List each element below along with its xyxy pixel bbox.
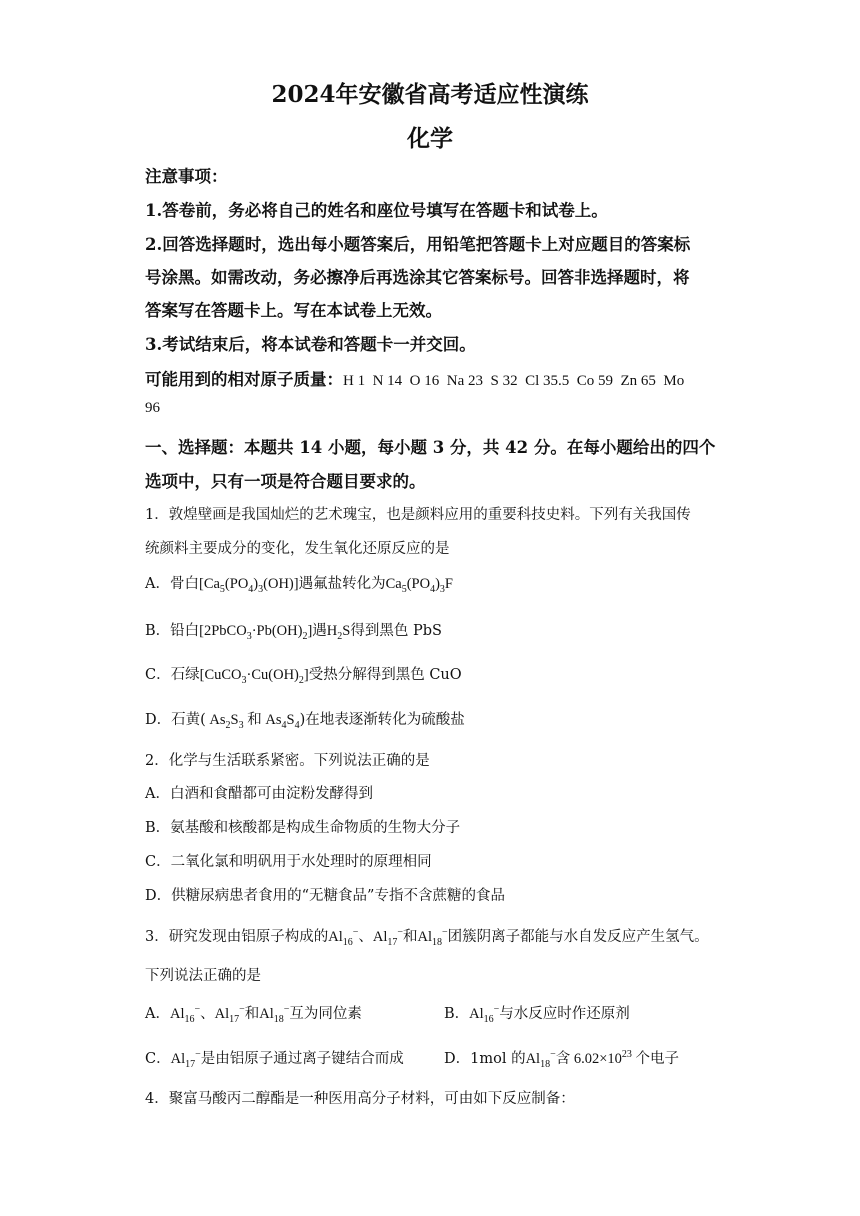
q1-a-text: 遇氟盐转化为 <box>298 576 386 592</box>
q3-stem-line-1: 3．研究发现由铝原子构成的$Al_{16}^-$、$Al_{17}^-$和$Al_{18}^-$团簇阴离子都能与水自发反应产生氢气。 <box>145 927 709 948</box>
q3-a-al16: $Al_{16}^-$ <box>169 1004 201 1025</box>
q3-d-mid: 含 <box>555 1051 571 1067</box>
q1-option-c <box>145 663 462 684</box>
q3-c-label: C． <box>145 1051 171 1067</box>
q3-stem-and: 和 <box>403 929 418 945</box>
q1-a-formula-2: $Ca_5(PO_4)_3F$ <box>385 576 453 595</box>
q3-option-a: A．$Al_{16}^-$、$Al_{17}^-$和$Al_{18}^-$互为同位素 <box>145 1004 362 1025</box>
q3-c-al17: $Al_{17}^-$ <box>170 1049 201 1070</box>
q3-b-al16: $Al_{16}^-$ <box>469 1004 500 1025</box>
q3-b-label: B． <box>444 1006 470 1022</box>
section-1-line-1: 一、选择题：本题共 14 小题，每小题 3 分，共 42 分。在每小题给出的四个 <box>145 438 716 457</box>
notice-heading: 注意事项： <box>145 167 228 186</box>
atomic-mass-values: H 1 N 14 O 16 Na 23 S 32 Cl 35.5 Co 59 Zn 65 Mo <box>343 373 685 389</box>
q3-a-label: A． <box>145 1006 170 1022</box>
q3-a-tail: 互为同位素 <box>289 1006 362 1022</box>
q2-option-c: C．二氧化氯和明矾用于水处理时的原理相同 <box>145 854 432 870</box>
q3-b-tail: 与水反应时作还原剂 <box>499 1006 630 1022</box>
q3-d-tail: 个电子 <box>635 1051 680 1067</box>
q1-c-tail: 受热分解得到黑色 CuO <box>308 667 462 683</box>
q3-d-al18: $Al_{18}^-$ <box>525 1049 556 1070</box>
notice-item-3: 3.考试结束后，将本试卷和答题卡一并交回。 <box>145 335 476 354</box>
q1-option-b <box>145 619 442 640</box>
q4-stem: 4．聚富马酸丙二醇酯是一种医用高分子材料，可由如下反应制备： <box>145 1091 575 1107</box>
q1-d-and: 和 <box>247 712 262 728</box>
q3-d-label: D．1mol 的 <box>444 1051 526 1067</box>
notice-item-2-line-3: 答案写在答题卡上。写在本试卷上无效。 <box>145 301 442 320</box>
q3-stem-line-2: 下列说法正确的是 <box>145 968 261 984</box>
q2-option-b: B．氨基酸和核酸都是构成生命物质的生物大分子 <box>145 820 461 836</box>
q1-a-label: A．骨白 <box>145 576 199 592</box>
q2-stem: 2．化学与生活联系紧密。下列说法正确的是 <box>145 753 430 769</box>
q1-a-formula-1: $[Ca_5(PO_4)_3(OH)]$ <box>198 576 299 595</box>
q1-stem-line-1: 1．敦煌壁画是我国灿烂的艺术瑰宝，也是颜料应用的重要科技史料。下列有关我国传 <box>145 507 691 523</box>
q1-b-formula-1: $[2PbCO_3\cdot Pb(OH)_2]$ <box>199 623 313 642</box>
q1-b-label: B．铅白 <box>145 623 200 639</box>
section-1-line-2: 选项中，只有一项是符合题目要求的。 <box>145 472 426 491</box>
atomic-mass-continued: 96 <box>145 400 160 416</box>
q1-d-formula-2: $As_4S_4$ <box>261 712 300 731</box>
q3-option-d <box>444 1047 679 1068</box>
q1-stem-line-2: 统颜料主要成分的变化，发生氧化还原反应的是 <box>145 541 450 557</box>
q3-stem-pre: 3．研究发现由铝原子构成的 <box>145 929 329 945</box>
notice-item-2-line-1: 2.回答选择题时，选出每小题答案后，用铅笔把答题卡上对应题目的答案标 <box>145 235 691 254</box>
q3-c-tail: 是由铝原子通过离子键结合而成 <box>200 1051 404 1067</box>
notice-item-2-line-2: 号涂黑。如需改动，务必擦净后再选涂其它答案标号。回答非选择题时，将 <box>145 268 690 287</box>
q1-b-text: 遇 <box>312 623 327 639</box>
atomic-mass-label: 可能用到的相对原子质量： <box>145 370 343 389</box>
q2-option-a: A．白酒和食醋都可由淀粉发酵得到 <box>145 786 373 802</box>
q3-d-number: $6.02\times 10^{23}$ <box>570 1049 632 1067</box>
atomic-mass-line <box>145 366 684 390</box>
q1-b-tail: 得到黑色 PbS <box>350 623 442 639</box>
q3-al17: $Al_{17}^-$ <box>372 927 404 948</box>
q3-option-b <box>444 1002 630 1023</box>
notice-item-1: 1.答卷前，务必将自己的姓名和座位号填写在答题卡和试卷上。 <box>145 201 608 220</box>
q3-a-and: 和 <box>244 1006 260 1022</box>
q1-c-formula: $[CuCO_3\cdot Cu(OH)_2]$ <box>199 667 309 686</box>
q3-al16: $Al_{16}^-$ <box>328 927 359 948</box>
exam-title: 2024年安徽省高考适应性演练 <box>271 81 589 108</box>
q1-option-d <box>145 708 465 729</box>
q3-option-c <box>145 1047 404 1068</box>
q2-option-d: D．供糖尿病患者食用的“无糖食品”专指不含蔗糖的食品 <box>145 888 505 904</box>
subject-title: 化学 <box>407 125 453 152</box>
q1-d-formula-1: $As_2S_3$ <box>205 712 244 731</box>
q3-al18: $Al_{18}^-$ <box>417 927 448 948</box>
q3-a-al18: $Al_{18}^-$ <box>259 1004 290 1025</box>
q1-d-tail: )在地表逐渐转化为硫酸盐 <box>299 712 465 728</box>
q1-d-label: D．石黄( <box>145 712 206 728</box>
q1-c-label: C．石绿 <box>145 667 200 683</box>
q1-option-a <box>145 572 453 593</box>
q3-stem-post: 团簇阴离子都能与水自发反应产生氢气。 <box>447 929 709 945</box>
q3-a-al17: $Al_{17}^-$ <box>214 1004 245 1025</box>
q1-b-formula-2: $H_2S$ <box>326 623 351 642</box>
